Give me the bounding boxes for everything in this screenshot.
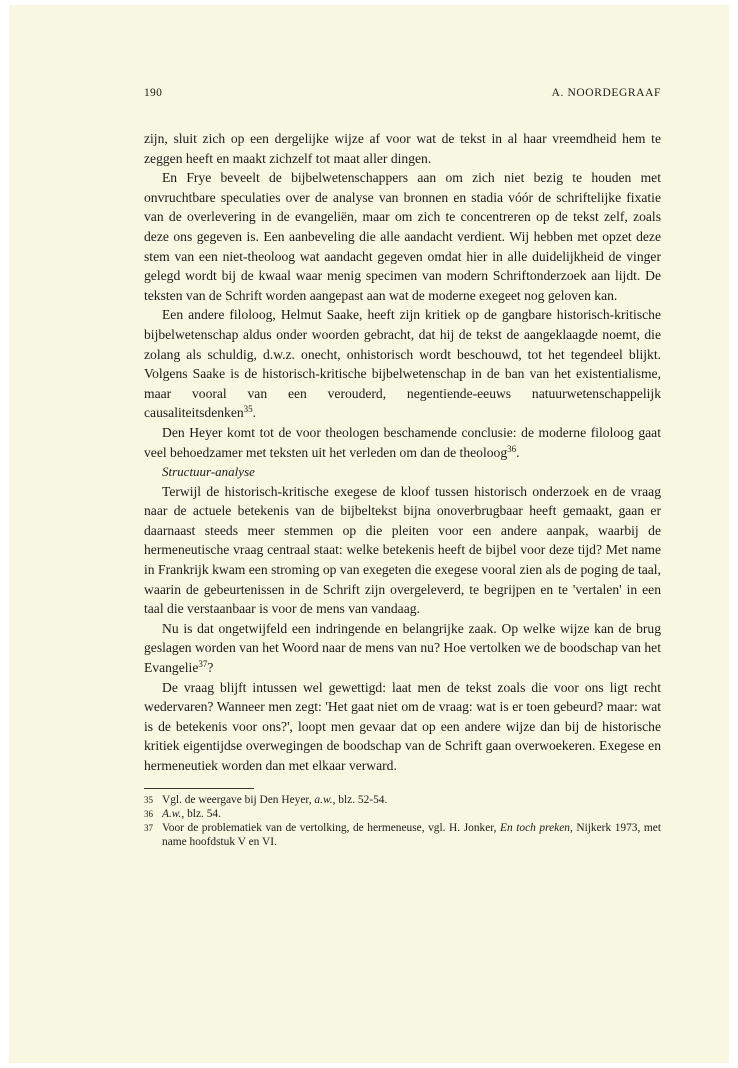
paragraph-4 — [144, 423, 661, 462]
footnote-ref-35: 35 — [243, 404, 253, 415]
footnote-35-part-c: , blz. 52-54. — [332, 793, 388, 806]
paragraph-2: En Frye beveelt de bijbelwetenschappers aan om zich niet bezig te houden met onvruchtbare speculaties over de analyse van bronnen en stadia vóór de schriftelijke fixatie van de overlevering in de evangeliën, maar om zich te concentreren op de tekst zelf, zoals deze ons gegeven is. Een aanbeveling die alle aandacht verdient. Wij hebben met opzet deze stem van een niet-theoloog wat aandacht gegeven omdat hier in alle duidelijkheid de vinger gelegd wordt bij de kwaal waar menig specimen van modern Schriftonderzoek aan lijdt. De teksten van de Schrift worden aangepast aan wat de moderne exegeet nog geloven kan. — [144, 170, 661, 303]
paragraph-3 — [144, 305, 661, 423]
footnote-35-part-b: a.w. — [314, 793, 333, 806]
footnote-number: 37 — [144, 822, 153, 833]
footnote-ref-36: 36 — [507, 443, 517, 454]
paragraph-5: Terwijl de historisch-kritische exegese de kloof tussen historisch onderzoek en de vraag naar de actuele betekenis van de bijbeltekst bijna onoverbrugbaar heeft gemaakt, gaan er daarnaast steeds meer stemmen op die pleiten voor een andere aanpak, waarbij de hermeneutische vraag centraal staat: welke betekenis heeft de bijbel voor deze tijd? Met name in Frankrijk kwam een stroming op van exegeten die exegese vooral zien als de poging de taal, waarin de gebeurtenissen in de Schrift zijn overgeleverd, te begrijpen en te 'vertalen' in een taal die verstaanbaar is voor de mens van vandaag. — [144, 483, 661, 617]
paragraph-3-text: Een andere filoloog, Helmut Saake, heeft zijn kritiek op de gangbare historisch-kritische bijbelwetenschap aldus onder woorden gebracht, dat hij de tekst de aangeklaagde noemt, die zolang als schuldig, d.w.z. onecht, onhistorisch wordt beschouwd, tot het tegendeel blijkt. Volgens Saake is de historisch-kritische bijbelwetenschap in de ban van het existentialisme, maar vooral van een verouderd, negentiende-eeuws natuurwetenschappelijk causaliteitsdenken — [144, 307, 661, 421]
footnote-divider — [144, 788, 254, 789]
footnote-36-part-b: , blz. 54. — [181, 807, 221, 820]
footnote-text — [162, 793, 661, 807]
footnote-36 — [144, 807, 661, 821]
paragraph-6-text: Nu is dat ongetwijfeld een indringende en belangrijke zaak. Op welke wijze kan de brug geslagen worden van het Woord naar de mens van nu? Hoe vertolken we de boodschap van het Evangelie — [144, 620, 661, 676]
paragraph-3-end: . — [252, 405, 257, 421]
footnote-35 — [144, 793, 661, 807]
footnote-ref-37: 37 — [198, 659, 208, 670]
page-sheet — [9, 5, 729, 1063]
footnote-37-part-c: , Nijkerk 1973, met name hoofdstuk V en VI. — [162, 821, 661, 848]
running-head: A. NOORDEGRAAF — [551, 87, 661, 99]
paragraph-1: zijn, sluit zich op een dergelijke wijze af voor wat de tekst in al haar vreemdheid hem te zeggen heeft en maakt zichzelf tot maat aller dingen. — [144, 131, 661, 166]
paragraph-6-end: ? — [207, 660, 214, 676]
footnote-37 — [144, 821, 661, 849]
paragraph-4-end: . — [516, 444, 520, 460]
footnote-number: 35 — [144, 794, 153, 805]
footnote-text — [162, 807, 661, 821]
body-text — [144, 129, 661, 849]
paragraph-4-text: Den Heyer komt tot de voor theologen beschamende conclusie: de moderne filoloog gaat veel behoedzamer met teksten uit het verleden om dan de theoloog — [144, 424, 661, 460]
footnote-36-part-a: A.w. — [162, 807, 182, 820]
footnotes — [144, 793, 661, 849]
footnote-35-part-a: Vgl. de weergave bij Den Heyer, — [162, 793, 315, 806]
section-title: Structuur-analyse — [162, 464, 255, 480]
footnote-text — [162, 821, 661, 849]
footnote-37-part-b: En toch preken — [500, 821, 570, 834]
paragraph-7: De vraag blijft intussen wel gewettigd: laat men de tekst zoals die voor ons ligt recht wedervaren? Wanneer men zegt: 'Het gaat niet om de vraag: wat is er toen gebeurd? maar: wat is de betekenis voor ons?', loopt men gevaar dat op een andere wijze dan bij de historische kritiek eigentijdse overwegingen de boodschap van de Schrift gaan overwoekeren. Exegese en hermeneutiek worden dan met elkaar verward. — [144, 679, 661, 773]
footnote-number: 36 — [144, 808, 153, 819]
footnote-37-part-a: Voor de problematiek van de vertolking, de hermeneuse, vgl. H. Jonker, — [162, 821, 501, 834]
page-number: 190 — [144, 87, 163, 99]
paragraph-6 — [144, 619, 661, 678]
